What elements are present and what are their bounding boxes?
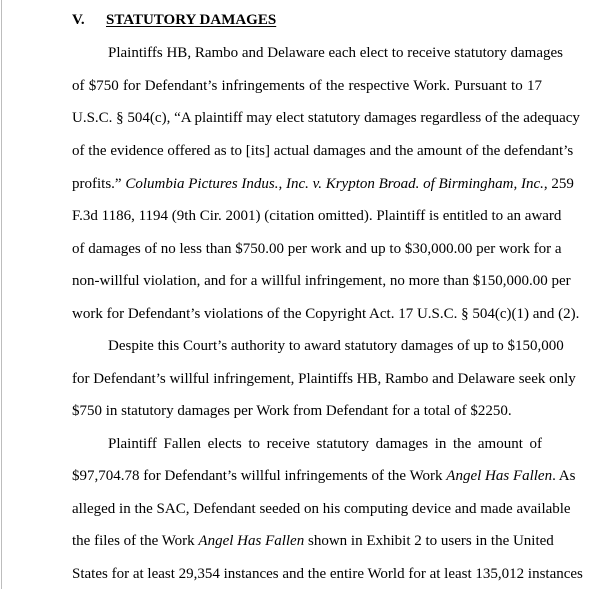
text-run: Plaintiffs HB, Rambo and Delaware each elect to receive statutory damages: [108, 45, 563, 61]
text-line: [108, 336, 564, 356]
text-run: non-willful violation, and for a willful infringement, no more than $150,000.00 per: [72, 273, 571, 289]
text-line: [72, 531, 554, 551]
text-run: profits.”: [72, 176, 126, 192]
text-line: [72, 141, 574, 161]
section-number: V.: [72, 12, 85, 28]
text-line: [72, 239, 562, 259]
text-run: $750 in statutory damages per Work from Defendant for a total of $2250.: [72, 403, 512, 419]
text-run: , 259: [543, 176, 574, 192]
text-run: of damages of no less than $750.00 per work and up to $30,000.00 per work for a: [72, 241, 562, 257]
text-line: [72, 174, 574, 194]
section-heading: [72, 10, 276, 30]
case-citation-italic: Angel Has Fallen: [198, 533, 305, 549]
text-line: [72, 108, 580, 128]
text-line: [72, 401, 542, 421]
text-line: [72, 564, 583, 584]
text-line: [72, 206, 562, 226]
text-line: [72, 76, 542, 96]
text-line: [72, 466, 576, 486]
text-line: [108, 43, 563, 63]
text-run: $97,704.78 for Defendant’s willful infringements of the Work: [72, 468, 447, 484]
text-run: alleged in the SAC, Defendant seeded on his computing device and made available: [72, 501, 571, 517]
text-line: [108, 434, 542, 454]
page-edge-rule: [1, 0, 2, 589]
text-run: U.S.C. § 504(c), “A plaintiff may elect statutory damages regardless of the adequacy: [72, 110, 580, 126]
text-run: Despite this Court’s authority to award statutory damages of up to $150,000: [108, 338, 564, 354]
text-run: of the evidence offered as to [its] actual damages and the amount of the defendant’s: [72, 143, 574, 159]
text-line: [72, 369, 576, 389]
case-citation-italic: Angel Has Fallen: [446, 468, 553, 484]
text-run: shown in Exhibit 2 to users in the United: [304, 533, 554, 549]
text-run: States for at least 29,354 instances and the entire World for at least 135,012 instances: [72, 566, 583, 582]
text-run: work for Defendant’s violations of the Copyright Act. 17 U.S.C. § 504(c)(1) and (2).: [72, 306, 580, 322]
text-run: for Defendant’s willful infringement, Plaintiffs HB, Rambo and Delaware seek only: [72, 371, 576, 387]
text-line: [72, 499, 571, 519]
text-line: [72, 304, 580, 324]
section-title: STATUTORY DAMAGES: [106, 12, 277, 28]
case-citation-italic: Columbia Pictures Indus., Inc. v. Krypton Broad. of Birmingham, Inc.: [125, 176, 544, 192]
text-run: . As: [552, 468, 576, 484]
text-run: F.3d 1186, 1194 (9th Cir. 2001) (citation omitted). Plaintiff is entitled to an award: [72, 208, 562, 224]
text-line: [72, 271, 571, 291]
text-run: Plaintiff Fallen elects to receive statutory damages in the amount of: [108, 436, 542, 452]
text-run: of $750 for Defendant’s infringements of the respective Work. Pursuant to 17: [72, 78, 542, 94]
text-run: the files of the Work: [72, 533, 199, 549]
